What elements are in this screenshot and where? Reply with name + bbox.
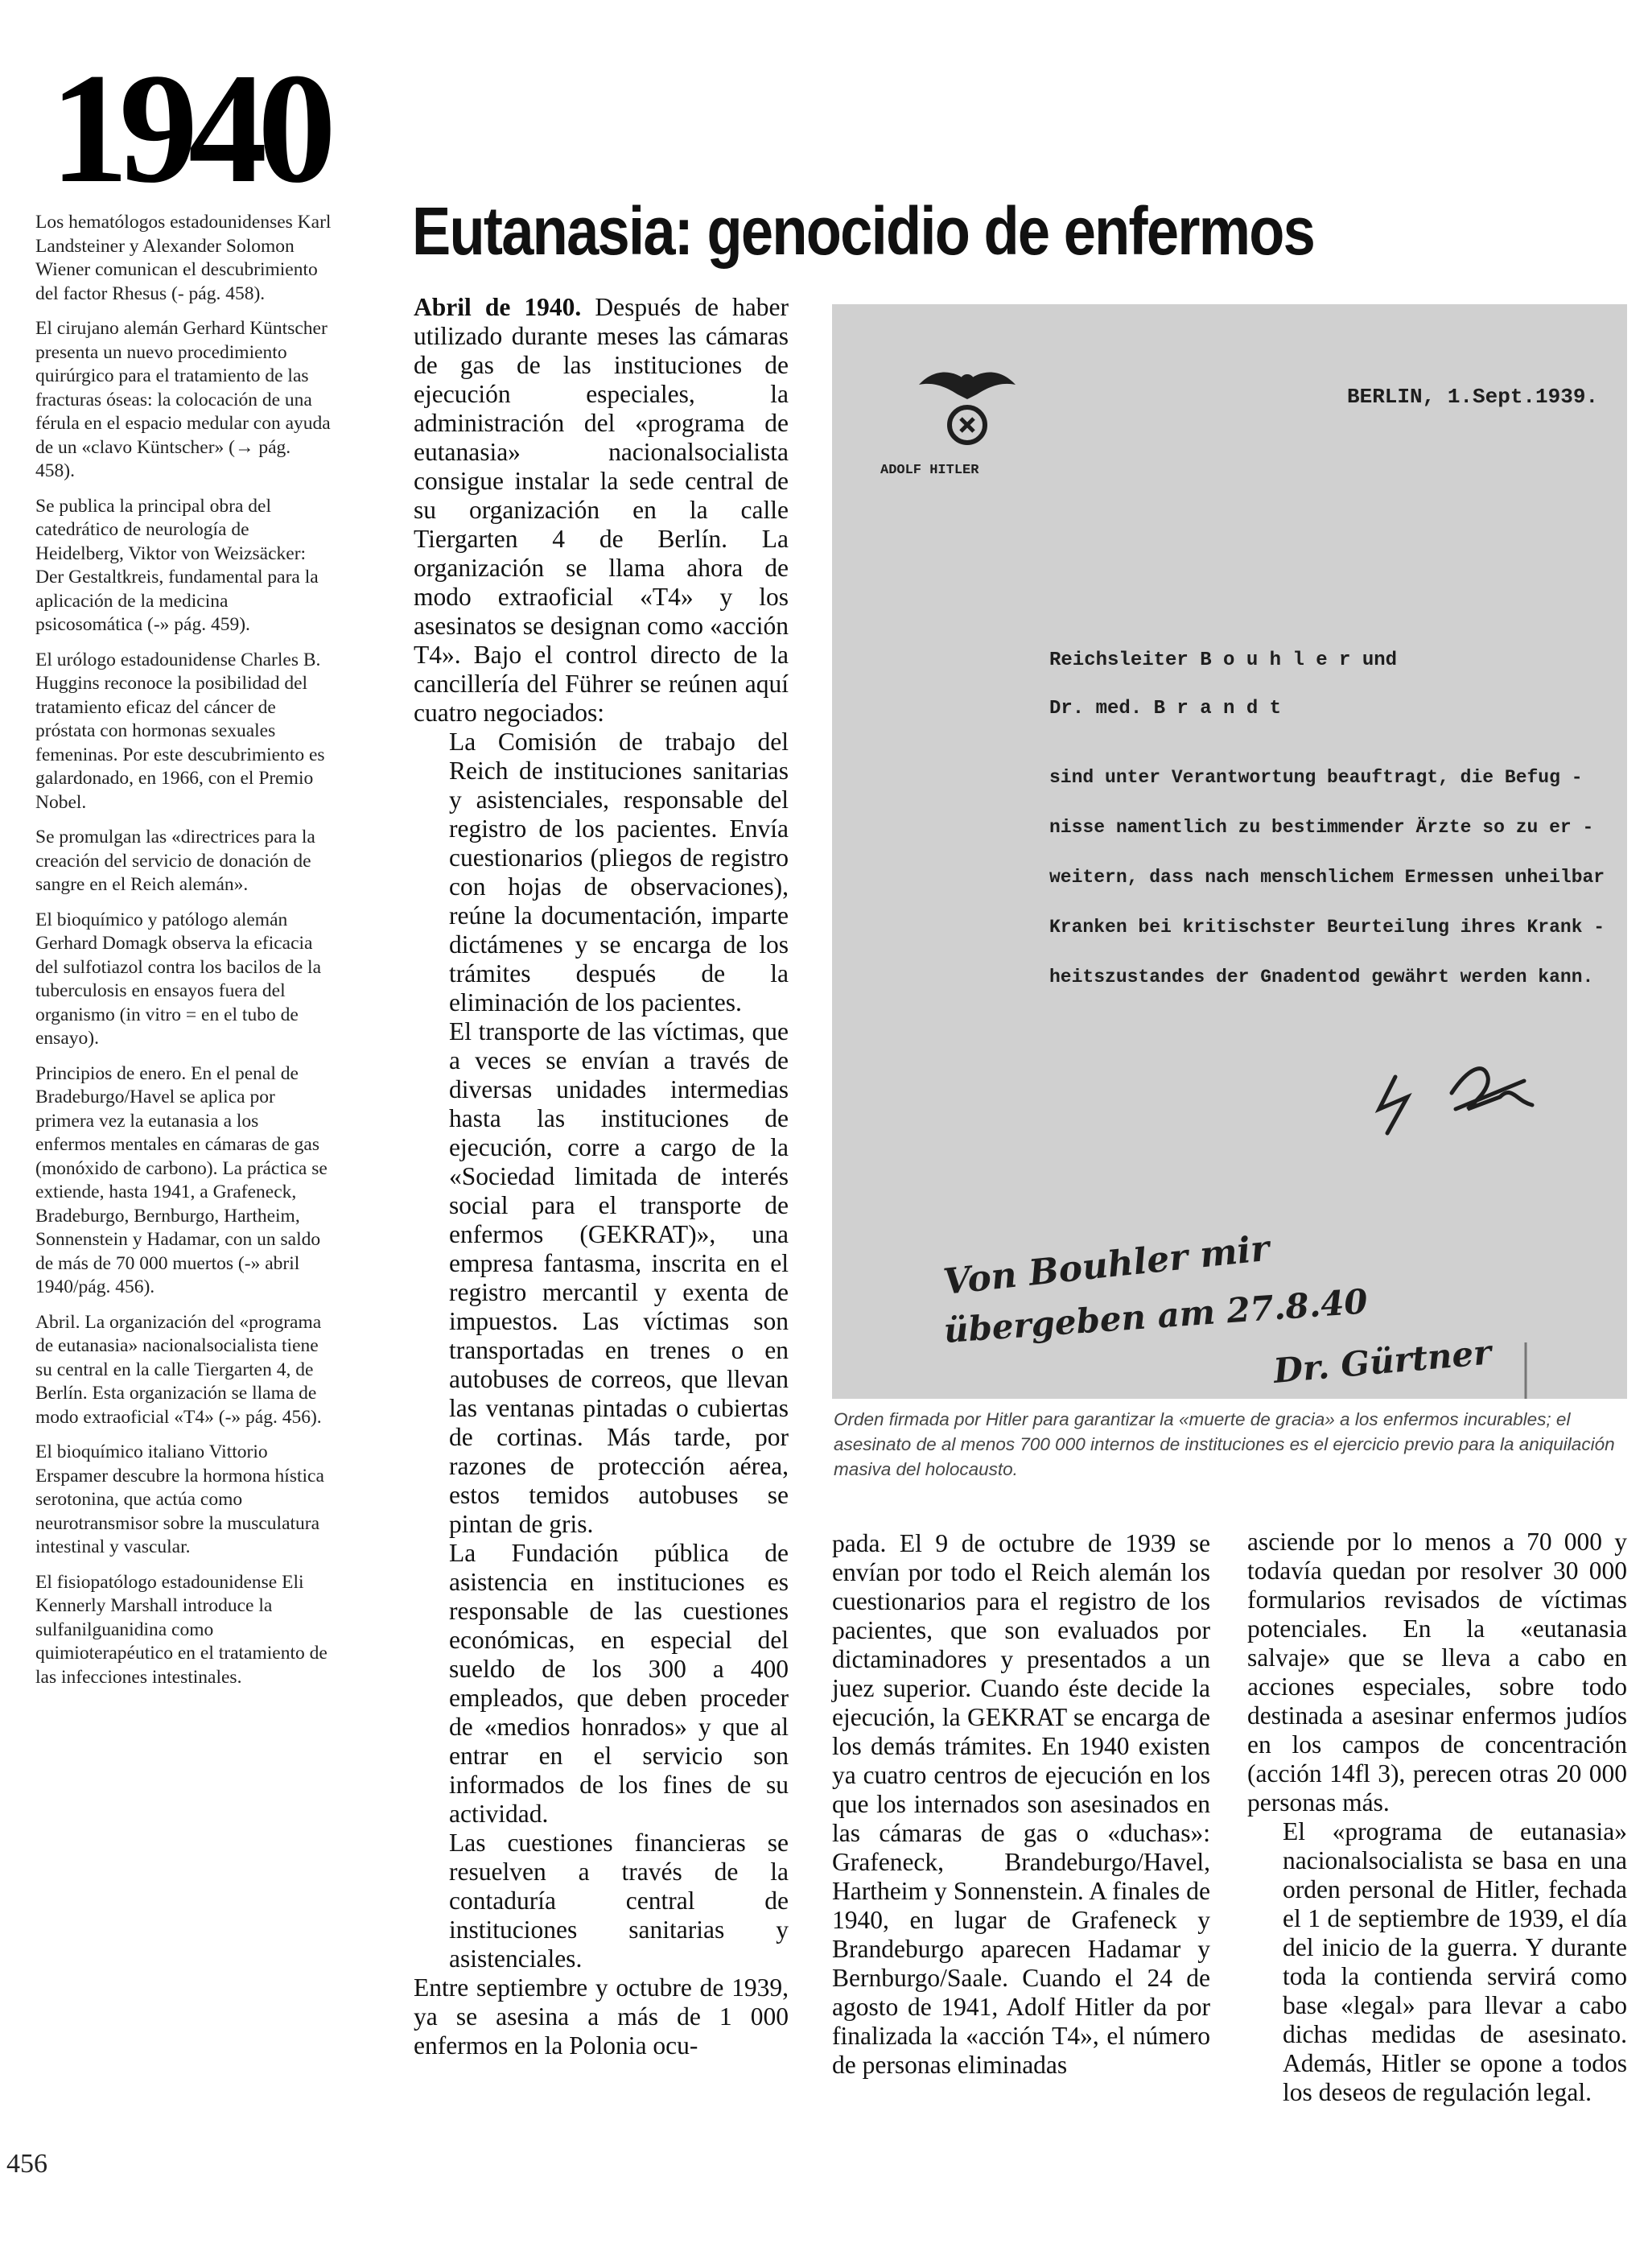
document-body-line: sind unter Verantwortung beauftragt, die Befug - bbox=[1049, 767, 1583, 788]
sidebar-entry: El bioquímico italiano Vittorio Erspamer descubre la hormona hística serotonina, que actúa como neurotransmisor sobre la musculatura intestinal y vascular. bbox=[35, 1441, 324, 1557]
document-addressee-2: Dr. med. B r a n d t bbox=[1049, 698, 1282, 720]
article-column-1 bbox=[414, 293, 789, 2060]
paragraph-comision: La Comisión de trabajo del Reich de instituciones sanitarias y asistenciales, responsable del registro de los pacientes. Envía cuestionarios (pliegos de registro con hojas de observaciones), reúne la documentación, imparte dictámenes y se encarga de los trámites después de la eliminación de los pacientes. bbox=[449, 728, 789, 1016]
article-column-2 bbox=[832, 1529, 1210, 2080]
intro-text: Después de haber utilizado durante meses las cámaras de gas de las instituciones de ejecución especiales, la administración del «programa de eutanasia» nacionalsocialista consigue instalar la sede central de su organización en la calle Tiergarten 4 de Berlín. La organización se llama ahora de modo extraoficial «T4» y los asesinatos se designan como «acción T4». Bajo el control directo de la cancillería del Führer se reúnen aquí cuatro negociados: bbox=[414, 293, 789, 727]
handwritten-note-2: übergeben am 27.8.40 bbox=[942, 1281, 1370, 1350]
paragraph-registro: pada. El 9 de octubre de 1939 se envían por todo el Reich alemán los cuestionarios para el registro de los pacientes, que son evaluados por dictaminadores y presentados a un juez superior. Cuando éste decide la ejecución, la GEKRAT se encarga de los demás trámites. En 1940 existen ya cuatro centros de ejecución en los que los internados son asesinados en las cámaras de gas o «duchas»: Grafeneck, Brandeburgo/Havel, Hartheim y Sonnenstein. A finales de 1940, en lugar de Grafeneck y Brandeburgo aparecen Hadamar y Bernburgo/Saale. Cuando el 24 de agosto de 1941, Adolf Hitler da por finalizada la «acción T4», el número de personas eliminadas bbox=[832, 1529, 1210, 2079]
sidebar-entry: Abril. La organización del «programa de eutanasia» nacionalsocialista tiene su central en la calle Tiergarten 4, de Berlín. Esta organización se llama de modo extraoficial «T4» (-» pág. 456). bbox=[35, 1311, 322, 1428]
document-addressee-1: Reichsleiter B o u h l e r und bbox=[1049, 649, 1398, 671]
article-title: Eutanasia: genocidio de enfermos bbox=[412, 193, 1315, 269]
hitler-order-document-photo bbox=[832, 304, 1627, 1399]
sidebar-entry: Los hematólogos estadounidenses Karl Landsteiner y Alexander Solomon Wiener comunican el descubrimiento del factor Rhesus (- pág. 458). bbox=[35, 212, 332, 304]
document-body-line: heitszustandes der Gnadentod gewährt werden kann. bbox=[1049, 967, 1594, 988]
sidebar-entry: Se publica la principal obra del catedrático de neurología de Heidelberg, Viktor von Weizsäcker: Der Gestaltkreis, fundamental para la aplicación de la medicina psicosomática (-» pág. 459). bbox=[35, 495, 319, 635]
paragraph-financieras: Las cuestiones financieras se resuelven a través de la contaduría central de instituciones sanitarias y asistenciales. bbox=[449, 1829, 789, 1973]
document-image bbox=[832, 304, 1627, 1399]
document-body-line: weitern, dass nach menschlichem Ermessen unheilbar bbox=[1049, 867, 1605, 888]
handwritten-note-3: Dr. Gürtner bbox=[1271, 1332, 1494, 1391]
sidebar-entry: El urólogo estadounidense Charles B. Huggins reconoce la posibilidad del tratamiento eficaz del cáncer de próstata con hormonas sexuales femeninas. Por este descubrimiento es galardonado, en 1966, con el Premio Nobel. bbox=[35, 649, 325, 813]
paragraph-transporte: El transporte de las víctimas, que a veces se envían a través de diversas unidades intermedias hasta las instituciones de ejecución, corre a cargo de la «Sociedad limitada de interés social para el transporte de enfermos (GEKRAT)», una empresa fantasma, inscrita en el registro mercantil y exenta de impuestos. Las víctimas son transportadas en trenes o en autobuses de correos, que llevan las ventanas pintadas o cubiertas de cortinas. Más tarde, por razones de protección aérea, estos temidos autobuses se pintan de gris. bbox=[449, 1017, 789, 1538]
paragraph-fundacion: La Fundación pública de asistencia en instituciones es responsable de las cuestiones económicas, en especial del sueldo de los 300 a 400 empleados, que deben proceder de «medios honrados» y que al entrar en el servicio son informados de los fines de su actividad. bbox=[449, 1539, 789, 1828]
photo-caption: Orden firmada por Hitler para garantizar la «muerte de gracia» a los enfermos incurables; el asesinato de al menos 700 000 internos de instituciones es el ejercicio previo para la aniquilación masiva del holocausto. bbox=[834, 1409, 1615, 1479]
paragraph-orden-hitler: El «programa de eutanasia» nacionalsocialista se basa en una orden personal de Hitler, fechada el 1 de septiembre de 1939, el día del inicio de la guerra. Y durante toda la contienda servirá como base «legal» para llevar a cabo dichas medidas de asesinato. Además, Hitler se opone a todos los deseos de regulación legal. bbox=[1283, 1817, 1627, 2106]
lead-date: Abril de 1940. bbox=[414, 293, 582, 321]
year-heading: 1940 bbox=[50, 41, 327, 216]
paragraph-victimas: asciende por lo menos a 70 000 y todavía quedan por resolver 30 000 formularios revisados de víctimas potenciales. En la «eutanasia salvaje» que se lleva a cabo en acciones especiales, sobre todo destinada a asesinar enfermos judíos en los campos de concentración (acción 14fl 3), perecen otras 20 000 personas más. bbox=[1247, 1528, 1627, 1816]
document-body-line: nisse namentlich zu bestimmender Ärzte so zu er - bbox=[1049, 817, 1594, 838]
article-column-3 bbox=[1247, 1528, 1627, 2107]
letterhead-name: ADOLF HITLER bbox=[880, 463, 979, 478]
page-number: 456 bbox=[6, 2149, 47, 2179]
document-date: BERLIN, 1.Sept.1939. bbox=[1347, 385, 1599, 409]
handwritten-note-1: Von Bouhler mir bbox=[941, 1227, 1271, 1303]
article-intro bbox=[414, 293, 789, 728]
sidebar-entry: Se promulgan las «directrices para la creación del servicio de donación de sangre en el Reich alemán». bbox=[35, 827, 315, 895]
chronology-sidebar bbox=[35, 211, 332, 1701]
sidebar-entry: El cirujano alemán Gerhard Küntscher presenta un nuevo procedimiento quirúrgico para el tratamiento de las fracturas óseas: la colocación de una férula en el espacio medular con ayuda de un «clavo Küntscher» (→ pág. 458). bbox=[35, 318, 331, 481]
document-body-line: Kranken bei kritischster Beurteilung ihres Krank - bbox=[1049, 917, 1605, 938]
sidebar-entry: El fisiopatólogo estadounidense Eli Kennerly Marshall introduce la sulfanilguanidina como quimioterapéutico en el tratamiento de las infecciones intestinales. bbox=[35, 1571, 328, 1688]
sidebar-entry: Principios de enero. En el penal de Bradeburgo/Havel se aplica por primera vez la eutanasia a los enfermos mentales en cámaras de gas (monóxido de carbono). La práctica se extiende, hasta 1941, a Grafeneck, Bradeburgo, Bernburgo, Hartheim, Sonnenstein y Hadamar, con un saldo de más de 70 000 muertos (-» abril 1940/pág. 456). bbox=[35, 1062, 328, 1297]
sidebar-entry: El bioquímico y patólogo alemán Gerhard Domagk observa la eficacia del sulfotiazol contra los bacilos de la tuberculosis en ensayos fuera del organismo (in vitro = en el tubo de ensayo). bbox=[35, 909, 322, 1049]
paragraph-polonia: Entre septiembre y octubre de 1939, ya se asesina a más de 1 000 enfermos en la Polonia ocu- bbox=[414, 1973, 789, 2060]
